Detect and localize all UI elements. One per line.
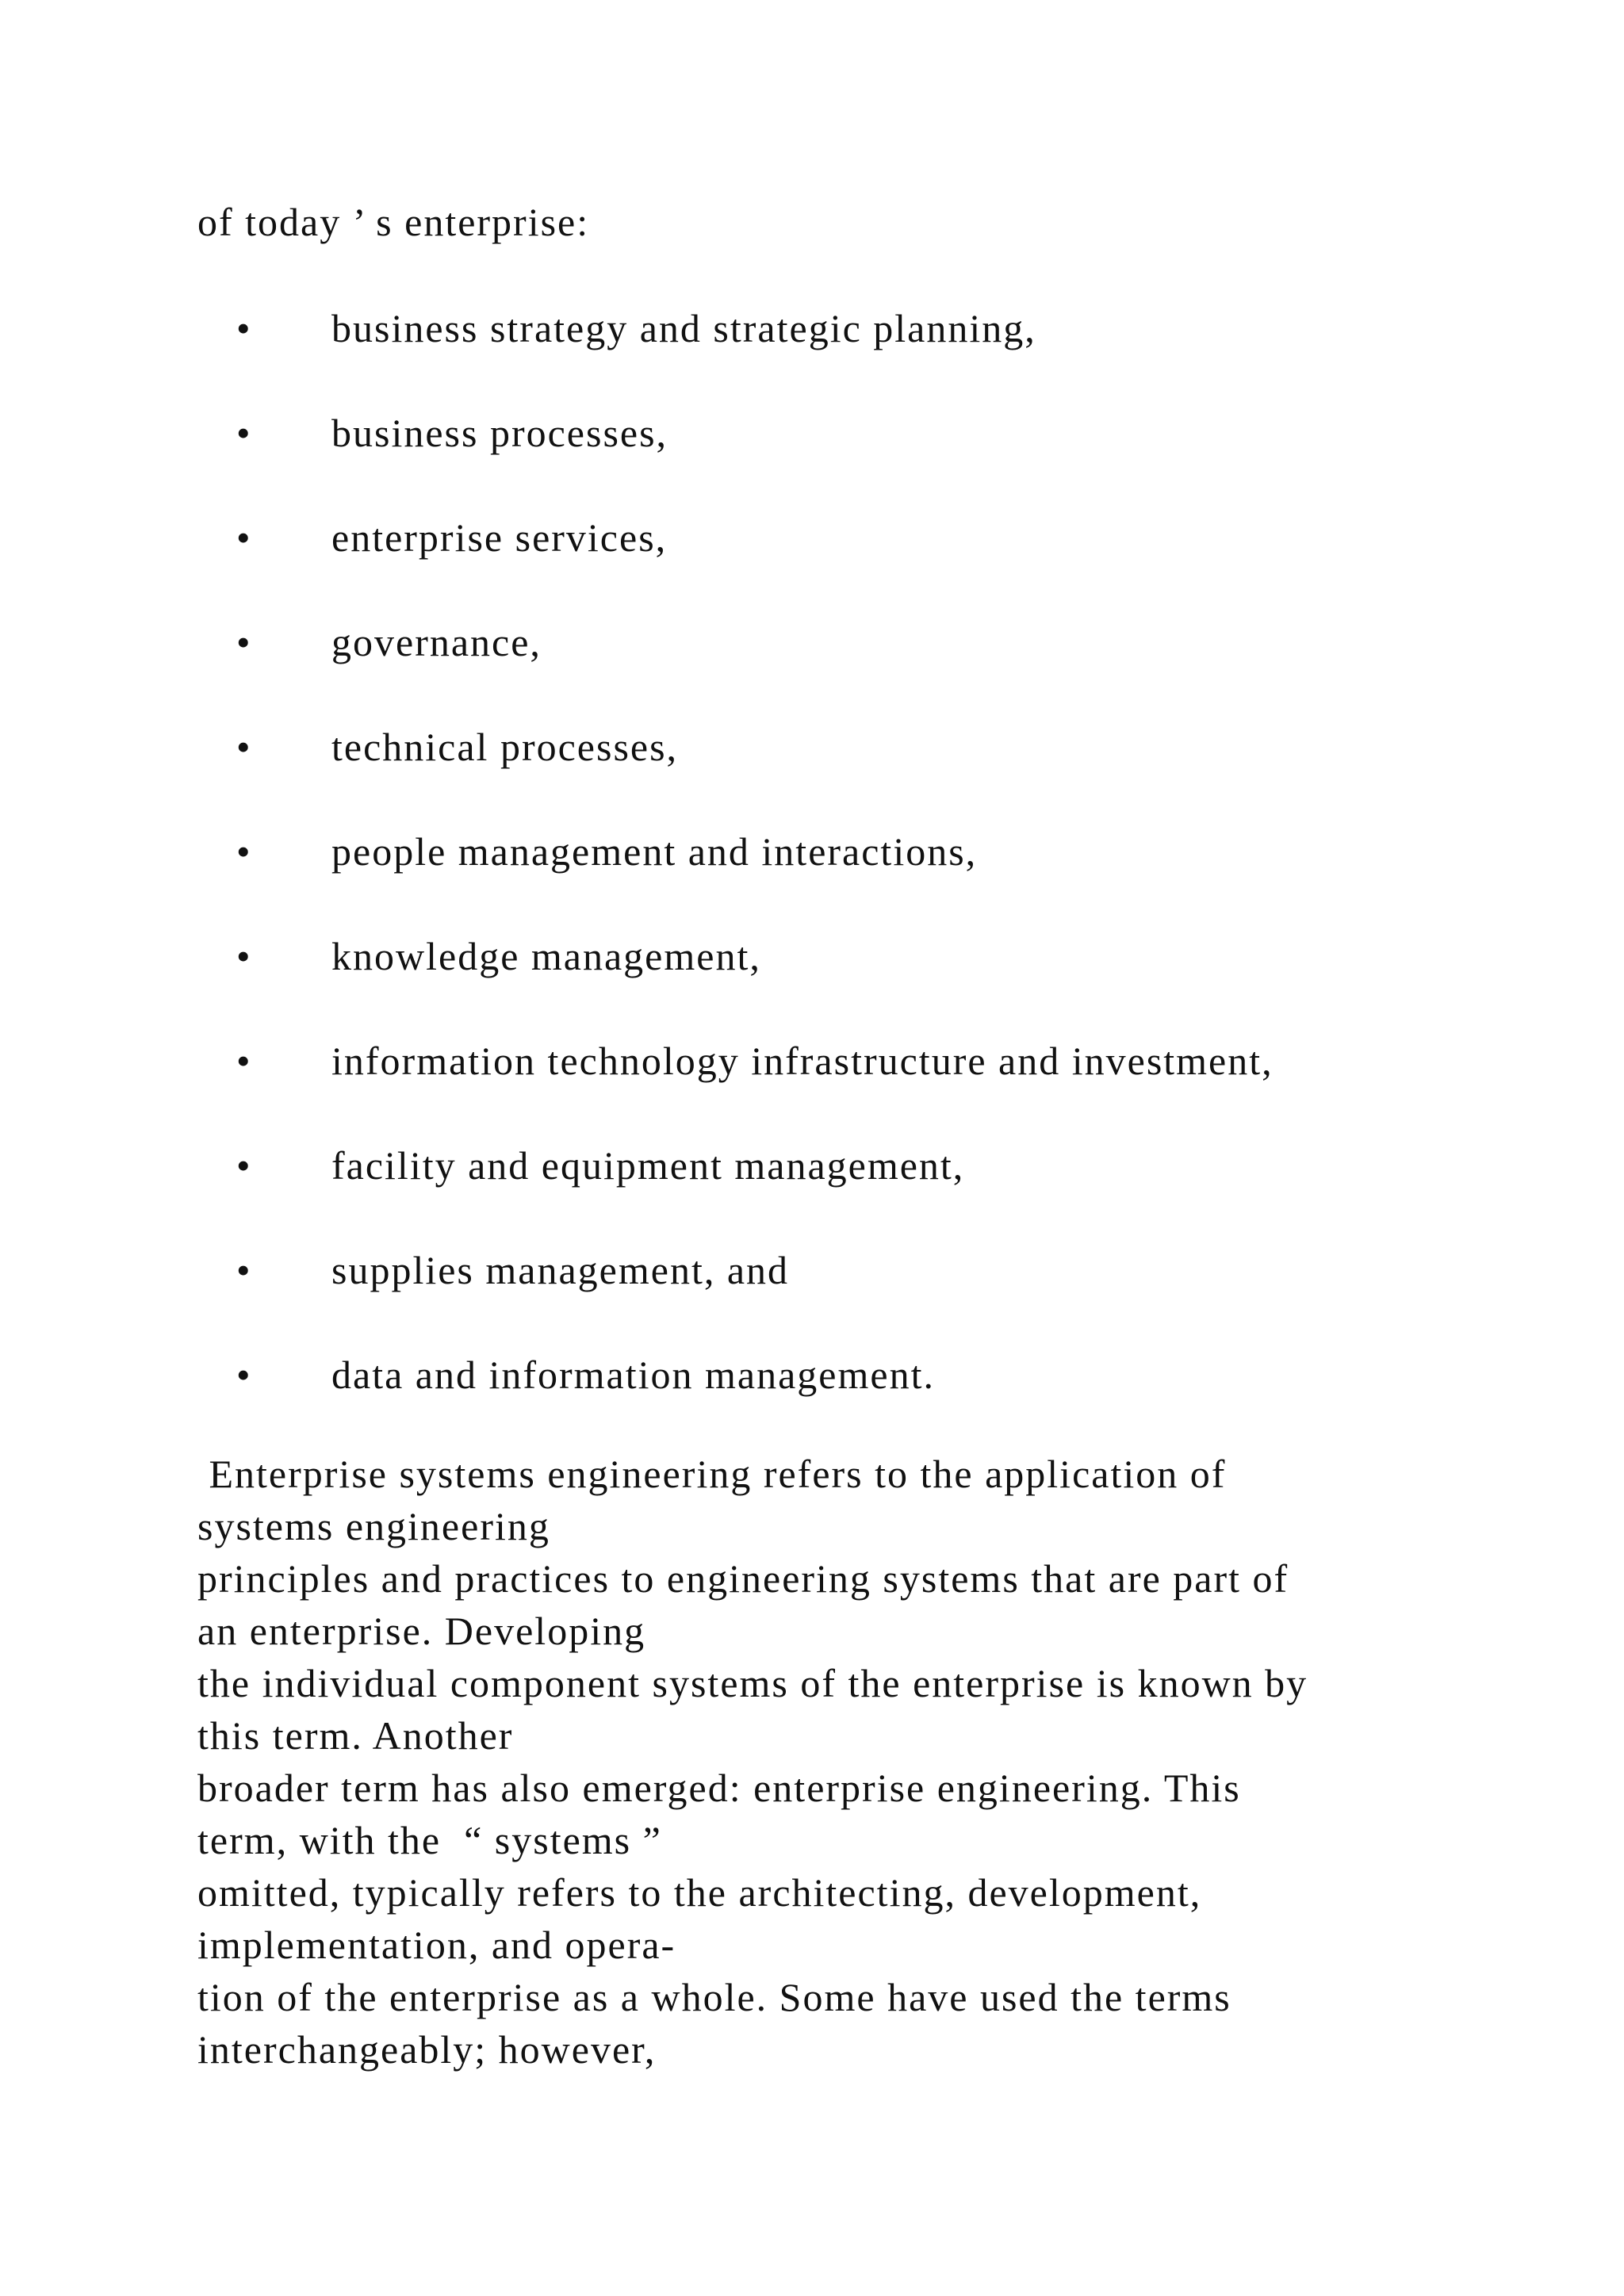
bullet-dot: •: [236, 306, 252, 350]
paragraph-line: omitted, typically refers to the architecting, development,: [197, 1870, 1202, 1915]
paragraph-line: Enterprise systems engineering refers to the application of: [197, 1452, 1227, 1496]
bullet-text: governance,: [331, 620, 542, 664]
bullet-dot: •: [236, 620, 252, 664]
bullet-dot: •: [236, 934, 252, 978]
paragraph-line: tion of the enterprise as a whole. Some have used the terms: [197, 1975, 1231, 2019]
bullet-dot: •: [236, 1248, 252, 1292]
bullet-text: enterprise services,: [331, 515, 668, 560]
bullet-dot: •: [236, 1039, 252, 1083]
paragraph-line: the individual component systems of the enterprise is known by: [197, 1661, 1308, 1705]
bullet-text: people management and interactions,: [331, 829, 978, 874]
bullet-dot: •: [236, 515, 252, 560]
bullet-text: information technology infrastructure and investment,: [331, 1039, 1274, 1083]
bullet-dot: •: [236, 829, 252, 874]
paragraph-line: principles and practices to engineering systems that are part of: [197, 1556, 1289, 1601]
paragraph-line: term, with the “ systems ”: [197, 1818, 662, 1862]
paragraph-line: broader term has also emerged: enterprise engineering. This: [197, 1766, 1241, 1810]
paragraph-line: implementation, and opera-: [197, 1923, 676, 1967]
bullet-text: data and information management.: [331, 1353, 935, 1397]
paragraph-line: an enterprise. Developing: [197, 1609, 646, 1653]
bullet-dot: •: [236, 1143, 252, 1188]
bullet-text: facility and equipment management,: [331, 1143, 965, 1188]
paragraph-line: this term. Another: [197, 1713, 514, 1758]
bullet-dot: •: [236, 1353, 252, 1397]
bullet-text: knowledge management,: [331, 934, 761, 978]
bullet-text: business processes,: [331, 411, 668, 455]
bullet-text: business strategy and strategic planning,: [331, 306, 1036, 350]
paragraph-line: systems engineering: [197, 1504, 550, 1548]
bullet-dot: •: [236, 725, 252, 769]
body-paragraph: [197, 1448, 1466, 2076]
paragraph-line: interchangeably; however,: [197, 2027, 657, 2072]
bullet-text: supplies management, and: [331, 1248, 790, 1292]
intro-line: of today ’ s enterprise:: [197, 200, 590, 244]
bullet-text: technical processes,: [331, 725, 679, 769]
bullet-dot: •: [236, 411, 252, 455]
